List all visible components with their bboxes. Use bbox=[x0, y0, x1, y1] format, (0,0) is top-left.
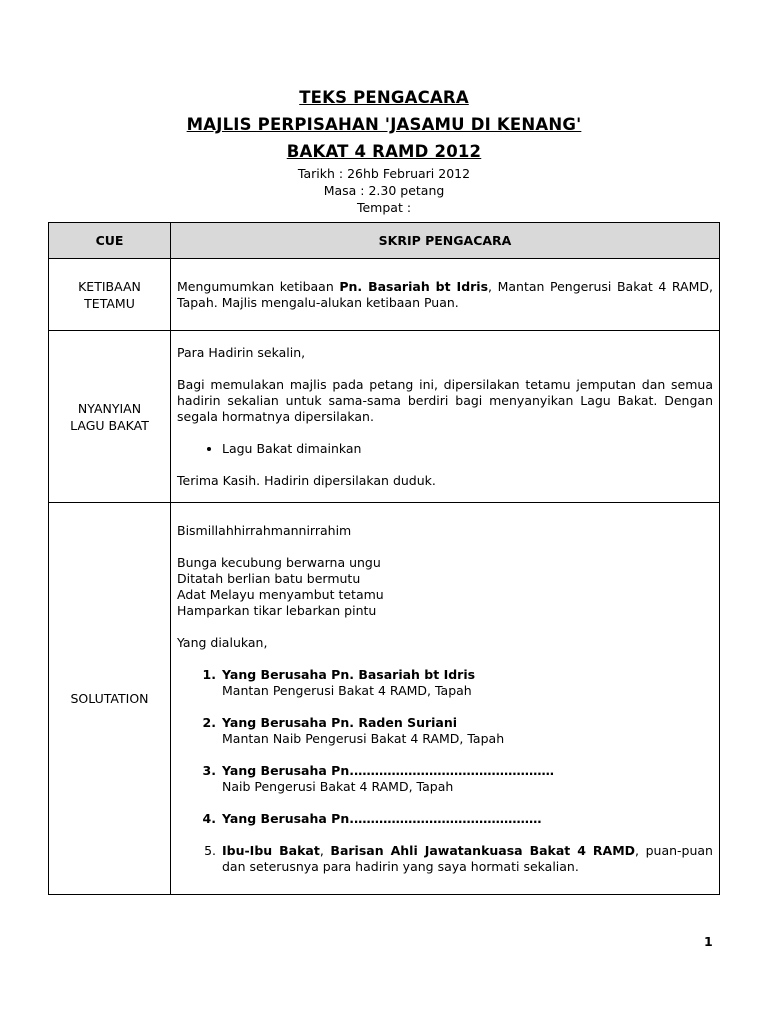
script-paragraph: Para Hadirin sekalin, bbox=[177, 344, 306, 360]
guest-role: Mantan Pengerusi Bakat 4 RAMD, Tapah bbox=[222, 682, 472, 698]
guest-name: Yang Berusaha Pn. Raden Suriani bbox=[222, 714, 458, 730]
event-place: Tempat : bbox=[356, 200, 412, 215]
cue-text-line: LAGU BAKAT bbox=[70, 417, 149, 433]
guest-group: Ibu-Ibu Bakat bbox=[222, 842, 320, 858]
guest-role: Mantan Naib Pengerusi Bakat 4 RAMD, Tapah bbox=[222, 730, 505, 746]
script-text: , puan-puan dan seterusnya para hadirin yang saya hormati sekalian. bbox=[222, 842, 713, 874]
pantun-line: Ditatah berlian batu bermutu bbox=[177, 570, 361, 586]
list-item: • Lagu Bakat dimainkan bbox=[222, 441, 713, 457]
script-cell bbox=[171, 503, 720, 895]
page-number: 1 bbox=[704, 934, 713, 949]
table-row bbox=[49, 503, 720, 895]
title-line-1: TEKS PENGACARA bbox=[299, 88, 469, 107]
event-time: Masa : 2.30 petang bbox=[323, 183, 445, 198]
guest-role: Naib Pengerusi Bakat 4 RAMD, Tapah bbox=[222, 778, 454, 794]
guest-group: Barisan Ahli Jawatankuasa Bakat 4 RAMD bbox=[330, 842, 636, 858]
script-paragraph: Terima Kasih. Hadirin dipersilakan duduk. bbox=[177, 472, 436, 488]
list-item bbox=[177, 843, 713, 875]
separator-text: , bbox=[319, 842, 331, 858]
list-item bbox=[177, 811, 713, 827]
cue-cell bbox=[49, 259, 171, 331]
document-header bbox=[0, 84, 768, 216]
script-paragraph: Yang dialukan, bbox=[177, 634, 268, 650]
table-row bbox=[49, 259, 720, 331]
script-cell bbox=[171, 331, 720, 503]
pantun-line: Hamparkan tikar lebarkan pintu bbox=[177, 602, 377, 618]
script-text: , Mantan Pengerusi Bakat 4 RAMD, Tapah. Majlis mengalu-alukan ketibaan Puan. bbox=[177, 278, 713, 310]
event-date: Tarikh : 26hb Februari 2012 bbox=[297, 166, 471, 181]
bullet-list bbox=[177, 441, 713, 457]
cue-text-line: KETIBAAN bbox=[78, 278, 141, 294]
guest-list bbox=[177, 667, 713, 875]
pantun-line: Bunga kecubung berwarna ungu bbox=[177, 554, 381, 570]
list-number: 4. bbox=[202, 810, 216, 826]
list-number: 5. bbox=[204, 842, 216, 858]
script-table bbox=[48, 222, 720, 895]
list-item bbox=[177, 715, 713, 747]
guest-name: Yang Berusaha Pn. Basariah bt Idris bbox=[222, 666, 476, 682]
cue-cell bbox=[49, 331, 171, 503]
title-line-3: BAKAT 4 RAMD 2012 bbox=[286, 142, 482, 161]
guest-name: Pn. Basariah bt Idris bbox=[339, 278, 489, 294]
list-item bbox=[177, 763, 713, 795]
guest-name: Yang Berusaha Pn.……………………………………… bbox=[222, 810, 542, 826]
cue-text-line: NYANYIAN bbox=[77, 400, 142, 416]
table-row bbox=[49, 331, 720, 503]
script-text: Mengumumkan ketibaan bbox=[177, 278, 340, 294]
list-number: 1. bbox=[202, 666, 216, 682]
script-paragraph: Bagi memulakan majlis pada petang ini, dipersilakan tetamu jemputan dan semua hadirin sekalian untuk sama-sama berdiri bagi menyanyikan Lagu Bakat. Dengan segala hormatnya dipersilakan. bbox=[177, 376, 713, 424]
script-cell bbox=[171, 259, 720, 331]
script-paragraph: Bismillahhirrahmannirrahim bbox=[177, 522, 352, 538]
list-number: 2. bbox=[202, 714, 216, 730]
pantun-line: Adat Melayu menyambut tetamu bbox=[177, 586, 384, 602]
table-header-row bbox=[49, 223, 720, 259]
list-item bbox=[177, 667, 713, 699]
cue-cell: SOLUTATION bbox=[49, 503, 171, 895]
cue-text-line: TETAMU bbox=[84, 295, 135, 311]
list-number: 3. bbox=[202, 762, 216, 778]
header-script: SKRIP PENGACARA bbox=[171, 223, 720, 259]
title-line-2: MAJLIS PERPISAHAN 'JASAMU DI KENANG' bbox=[186, 115, 582, 134]
header-cue: CUE bbox=[49, 223, 171, 259]
guest-name: Yang Berusaha Pn.………………………………………… bbox=[222, 762, 554, 778]
